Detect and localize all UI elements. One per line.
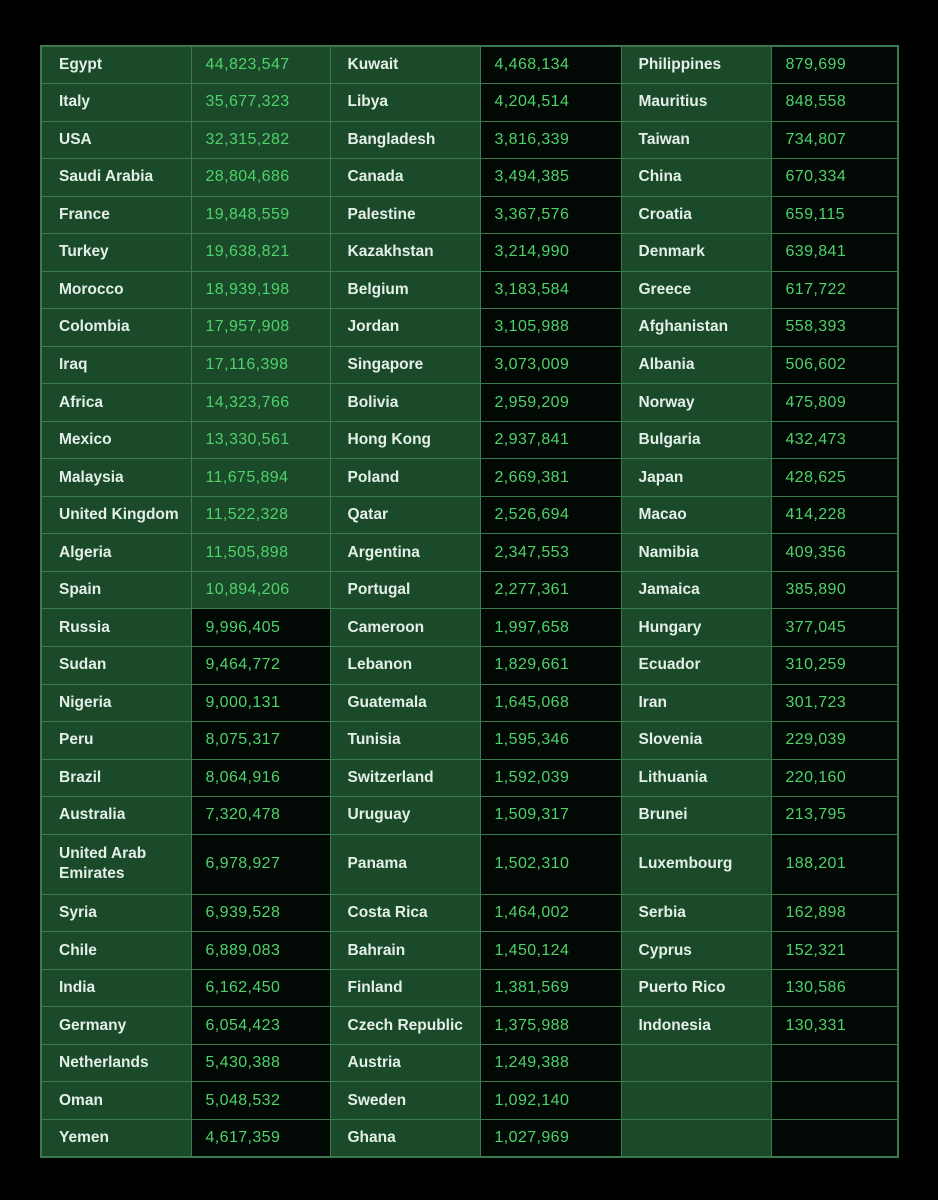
table-row <box>41 121 898 159</box>
country-name-cell: Mauritius <box>621 84 771 122</box>
value-cell: 229,039 <box>771 722 898 760</box>
table-row <box>41 534 898 572</box>
table-row <box>41 496 898 534</box>
value-cell: 848,558 <box>771 84 898 122</box>
value-cell: 3,367,576 <box>480 196 621 234</box>
value-cell: 11,505,898 <box>191 534 330 572</box>
value-cell: 13,330,561 <box>191 421 330 459</box>
value-cell: 3,214,990 <box>480 234 621 272</box>
table-row <box>41 46 898 84</box>
value-cell: 1,027,969 <box>480 1119 621 1157</box>
country-name-cell: Lithuania <box>621 759 771 797</box>
value-cell: 1,997,658 <box>480 609 621 647</box>
value-cell: 11,522,328 <box>191 496 330 534</box>
value-cell: 1,092,140 <box>480 1082 621 1120</box>
value-cell: 3,816,339 <box>480 121 621 159</box>
country-name-cell: Mexico <box>41 421 191 459</box>
country-name-cell: Iran <box>621 684 771 722</box>
country-name-cell: Bahrain <box>330 932 480 970</box>
value-cell: 2,347,553 <box>480 534 621 572</box>
country-name-cell <box>621 1119 771 1157</box>
country-name-cell: Luxembourg <box>621 834 771 894</box>
table-row <box>41 384 898 422</box>
table-row <box>41 894 898 932</box>
value-cell: 152,321 <box>771 932 898 970</box>
country-name-cell: Syria <box>41 894 191 932</box>
data-table <box>40 45 899 1158</box>
country-name-cell: Peru <box>41 722 191 760</box>
value-cell: 639,841 <box>771 234 898 272</box>
country-name-cell: Australia <box>41 797 191 835</box>
table-row <box>41 609 898 647</box>
table-row <box>41 196 898 234</box>
data-table-container <box>40 45 897 1158</box>
value-cell: 6,162,450 <box>191 969 330 1007</box>
value-cell: 130,331 <box>771 1007 898 1045</box>
value-cell: 11,675,894 <box>191 459 330 497</box>
value-cell: 3,183,584 <box>480 271 621 309</box>
value-cell: 5,048,532 <box>191 1082 330 1120</box>
table-row <box>41 159 898 197</box>
table-row <box>41 1082 898 1120</box>
value-cell: 6,889,083 <box>191 932 330 970</box>
country-name-cell: Bangladesh <box>330 121 480 159</box>
value-cell: 7,320,478 <box>191 797 330 835</box>
country-name-cell: Croatia <box>621 196 771 234</box>
country-name-cell: Greece <box>621 271 771 309</box>
value-cell: 5,430,388 <box>191 1044 330 1082</box>
value-cell: 734,807 <box>771 121 898 159</box>
value-cell: 18,939,198 <box>191 271 330 309</box>
value-cell: 2,669,381 <box>480 459 621 497</box>
country-name-cell: Turkey <box>41 234 191 272</box>
country-name-cell: Afghanistan <box>621 309 771 347</box>
country-name-cell: Norway <box>621 384 771 422</box>
table-row <box>41 234 898 272</box>
value-cell: 8,075,317 <box>191 722 330 760</box>
country-name-cell: Austria <box>330 1044 480 1082</box>
country-name-cell: Russia <box>41 609 191 647</box>
value-cell: 558,393 <box>771 309 898 347</box>
value-cell: 377,045 <box>771 609 898 647</box>
value-cell: 17,116,398 <box>191 346 330 384</box>
country-name-cell: Hungary <box>621 609 771 647</box>
value-cell: 14,323,766 <box>191 384 330 422</box>
value-cell: 301,723 <box>771 684 898 722</box>
value-cell: 28,804,686 <box>191 159 330 197</box>
country-name-cell: Taiwan <box>621 121 771 159</box>
value-cell: 3,073,009 <box>480 346 621 384</box>
country-name-cell: Brazil <box>41 759 191 797</box>
country-name-cell: Indonesia <box>621 1007 771 1045</box>
table-row <box>41 84 898 122</box>
value-cell: 2,277,361 <box>480 571 621 609</box>
country-name-cell: Japan <box>621 459 771 497</box>
value-cell: 6,978,927 <box>191 834 330 894</box>
table-row <box>41 1119 898 1157</box>
country-name-cell: Finland <box>330 969 480 1007</box>
country-name-cell: Africa <box>41 384 191 422</box>
value-cell: 4,468,134 <box>480 46 621 84</box>
country-name-cell: Colombia <box>41 309 191 347</box>
country-name-cell: Italy <box>41 84 191 122</box>
value-cell: 385,890 <box>771 571 898 609</box>
table-row <box>41 571 898 609</box>
country-name-cell: Bolivia <box>330 384 480 422</box>
table-row <box>41 1007 898 1045</box>
country-name-cell: Egypt <box>41 46 191 84</box>
table-row <box>41 722 898 760</box>
country-name-cell: Costa Rica <box>330 894 480 932</box>
country-name-cell: United Arab Emirates <box>41 834 191 894</box>
table-row <box>41 459 898 497</box>
value-cell: 9,464,772 <box>191 647 330 685</box>
value-cell: 1,381,569 <box>480 969 621 1007</box>
value-cell: 44,823,547 <box>191 46 330 84</box>
country-name-cell: Sudan <box>41 647 191 685</box>
country-name-cell: Qatar <box>330 496 480 534</box>
country-name-cell: Macao <box>621 496 771 534</box>
value-cell: 220,160 <box>771 759 898 797</box>
country-name-cell: Nigeria <box>41 684 191 722</box>
table-row <box>41 421 898 459</box>
country-name-cell: France <box>41 196 191 234</box>
value-cell: 2,937,841 <box>480 421 621 459</box>
country-name-cell: Jordan <box>330 309 480 347</box>
country-name-cell: Algeria <box>41 534 191 572</box>
value-cell: 9,996,405 <box>191 609 330 647</box>
value-cell: 4,617,359 <box>191 1119 330 1157</box>
country-name-cell: China <box>621 159 771 197</box>
country-name-cell: Slovenia <box>621 722 771 760</box>
country-name-cell: United Kingdom <box>41 496 191 534</box>
country-name-cell: Brunei <box>621 797 771 835</box>
country-name-cell: Iraq <box>41 346 191 384</box>
value-cell: 4,204,514 <box>480 84 621 122</box>
value-cell: 617,722 <box>771 271 898 309</box>
country-name-cell: Serbia <box>621 894 771 932</box>
country-name-cell: Kuwait <box>330 46 480 84</box>
country-name-cell: Oman <box>41 1082 191 1120</box>
country-name-cell: Malaysia <box>41 459 191 497</box>
country-name-cell: Guatemala <box>330 684 480 722</box>
table-row <box>41 969 898 1007</box>
country-name-cell: Belgium <box>330 271 480 309</box>
value-cell: 879,699 <box>771 46 898 84</box>
value-cell: 6,054,423 <box>191 1007 330 1045</box>
value-cell: 130,586 <box>771 969 898 1007</box>
country-name-cell: Singapore <box>330 346 480 384</box>
value-cell: 17,957,908 <box>191 309 330 347</box>
value-cell: 1,595,346 <box>480 722 621 760</box>
country-name-cell: Yemen <box>41 1119 191 1157</box>
value-cell <box>771 1119 898 1157</box>
value-cell: 1,375,988 <box>480 1007 621 1045</box>
value-cell: 162,898 <box>771 894 898 932</box>
country-name-cell: Uruguay <box>330 797 480 835</box>
value-cell: 19,638,821 <box>191 234 330 272</box>
table-row <box>41 684 898 722</box>
country-name-cell: Morocco <box>41 271 191 309</box>
table-row <box>41 647 898 685</box>
country-name-cell: Puerto Rico <box>621 969 771 1007</box>
country-name-cell: Sweden <box>330 1082 480 1120</box>
value-cell: 310,259 <box>771 647 898 685</box>
country-name-cell: Tunisia <box>330 722 480 760</box>
country-name-cell: Canada <box>330 159 480 197</box>
value-cell: 35,677,323 <box>191 84 330 122</box>
country-name-cell: Libya <box>330 84 480 122</box>
value-cell: 3,105,988 <box>480 309 621 347</box>
value-cell: 1,829,661 <box>480 647 621 685</box>
value-cell: 1,502,310 <box>480 834 621 894</box>
country-name-cell: Ecuador <box>621 647 771 685</box>
country-name-cell: Albania <box>621 346 771 384</box>
table-row <box>41 271 898 309</box>
country-name-cell: Namibia <box>621 534 771 572</box>
table-row <box>41 1044 898 1082</box>
value-cell: 475,809 <box>771 384 898 422</box>
country-name-cell: Denmark <box>621 234 771 272</box>
value-cell: 432,473 <box>771 421 898 459</box>
value-cell: 8,064,916 <box>191 759 330 797</box>
value-cell <box>771 1044 898 1082</box>
value-cell: 409,356 <box>771 534 898 572</box>
value-cell: 659,115 <box>771 196 898 234</box>
country-name-cell: Kazakhstan <box>330 234 480 272</box>
value-cell: 506,602 <box>771 346 898 384</box>
country-name-cell: Portugal <box>330 571 480 609</box>
value-cell: 3,494,385 <box>480 159 621 197</box>
country-name-cell: Bulgaria <box>621 421 771 459</box>
country-name-cell: Cyprus <box>621 932 771 970</box>
country-name-cell: Netherlands <box>41 1044 191 1082</box>
country-name-cell: Ghana <box>330 1119 480 1157</box>
value-cell: 1,249,388 <box>480 1044 621 1082</box>
country-name-cell: Hong Kong <box>330 421 480 459</box>
value-cell: 428,625 <box>771 459 898 497</box>
table-row <box>41 309 898 347</box>
country-name-cell <box>621 1044 771 1082</box>
country-name-cell: Spain <box>41 571 191 609</box>
value-cell: 188,201 <box>771 834 898 894</box>
country-name-cell: Czech Republic <box>330 1007 480 1045</box>
country-name-cell: Cameroon <box>330 609 480 647</box>
value-cell: 32,315,282 <box>191 121 330 159</box>
value-cell: 2,959,209 <box>480 384 621 422</box>
country-name-cell: Saudi Arabia <box>41 159 191 197</box>
country-name-cell: Philippines <box>621 46 771 84</box>
country-name-cell: Panama <box>330 834 480 894</box>
country-name-cell: USA <box>41 121 191 159</box>
table-row <box>41 932 898 970</box>
value-cell: 213,795 <box>771 797 898 835</box>
country-name-cell: India <box>41 969 191 1007</box>
table-row <box>41 797 898 835</box>
value-cell: 10,894,206 <box>191 571 330 609</box>
value-cell: 1,592,039 <box>480 759 621 797</box>
value-cell: 19,848,559 <box>191 196 330 234</box>
value-cell: 1,450,124 <box>480 932 621 970</box>
country-name-cell: Palestine <box>330 196 480 234</box>
country-name-cell <box>621 1082 771 1120</box>
country-name-cell: Chile <box>41 932 191 970</box>
value-cell: 2,526,694 <box>480 496 621 534</box>
value-cell: 1,645,068 <box>480 684 621 722</box>
value-cell <box>771 1082 898 1120</box>
value-cell: 1,509,317 <box>480 797 621 835</box>
value-cell: 670,334 <box>771 159 898 197</box>
table-row <box>41 834 898 894</box>
country-name-cell: Lebanon <box>330 647 480 685</box>
country-name-cell: Poland <box>330 459 480 497</box>
country-name-cell: Argentina <box>330 534 480 572</box>
value-cell: 1,464,002 <box>480 894 621 932</box>
value-cell: 414,228 <box>771 496 898 534</box>
country-name-cell: Germany <box>41 1007 191 1045</box>
table-row <box>41 346 898 384</box>
value-cell: 9,000,131 <box>191 684 330 722</box>
country-name-cell: Switzerland <box>330 759 480 797</box>
value-cell: 6,939,528 <box>191 894 330 932</box>
table-row <box>41 759 898 797</box>
country-name-cell: Jamaica <box>621 571 771 609</box>
